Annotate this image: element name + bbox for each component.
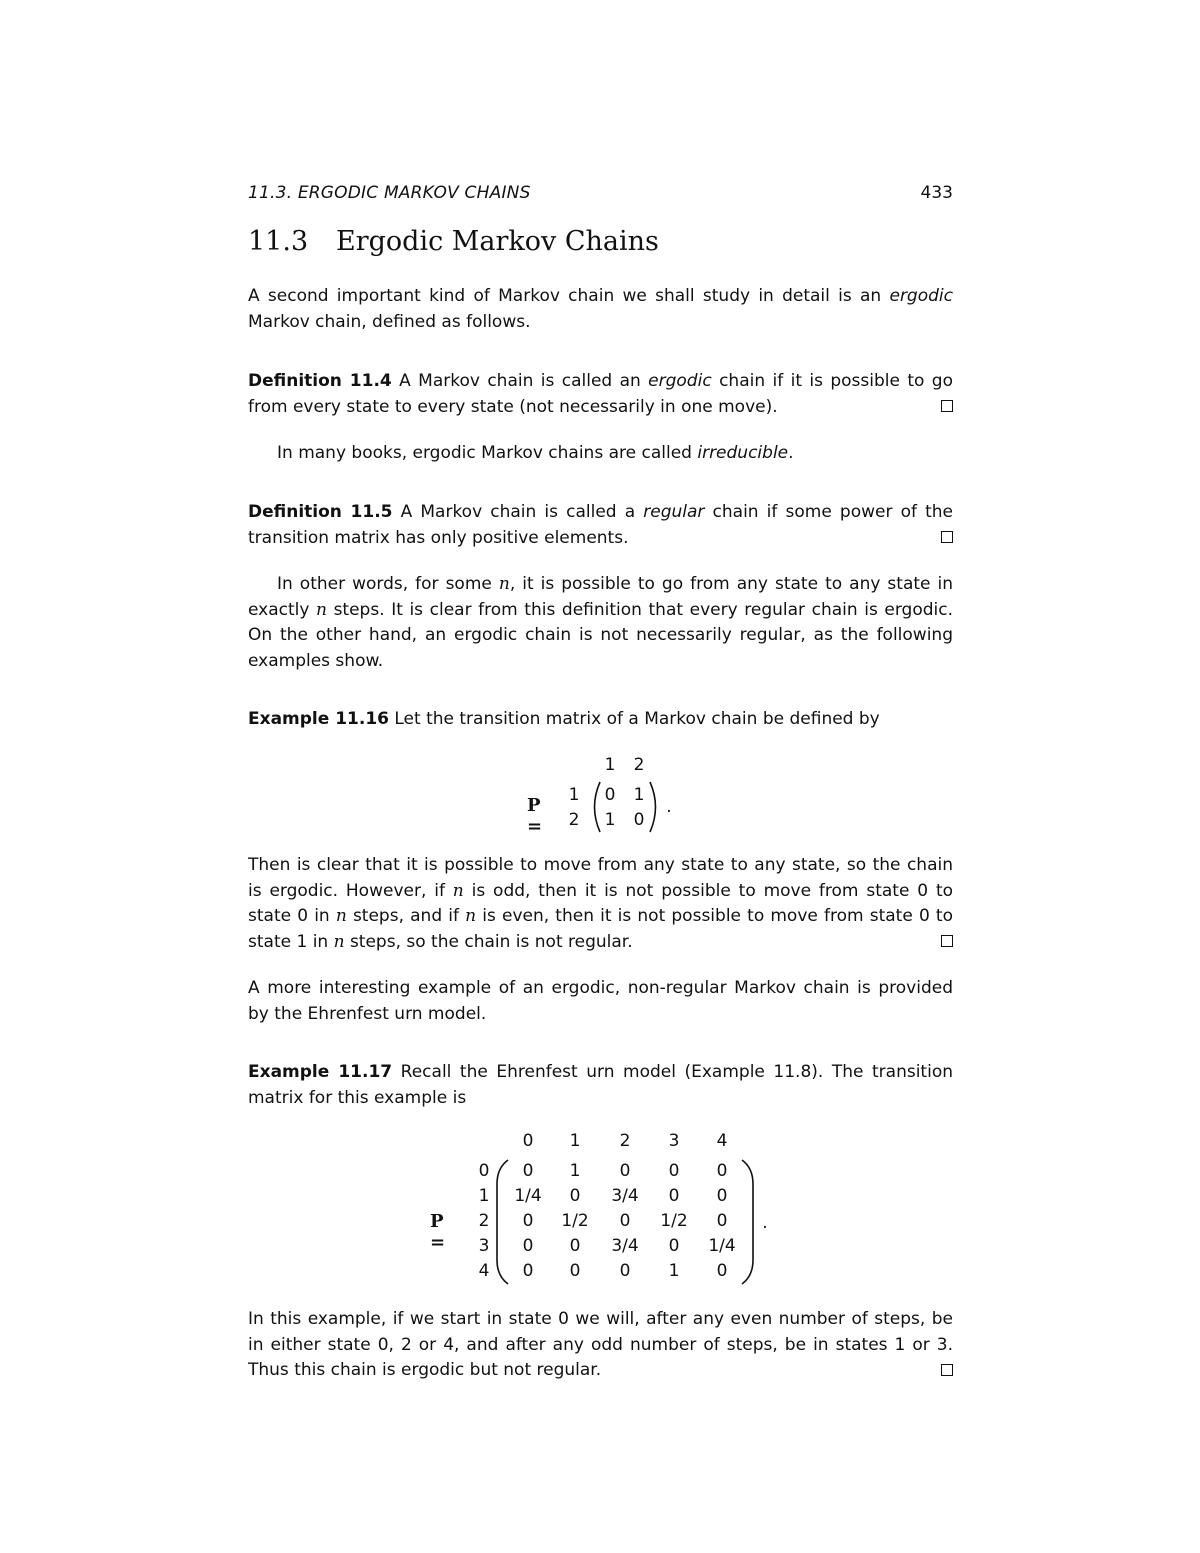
matrix-cell: 0 bbox=[522, 1261, 534, 1281]
irreducible-text: In many books, ergodic Markov chains are called bbox=[277, 443, 698, 463]
matrix-col-label: 2 bbox=[633, 755, 645, 775]
matrix-cell: 0 bbox=[716, 1161, 728, 1181]
matrix-cell: 1 bbox=[633, 785, 645, 805]
definition-text-end: chain if it is possible to go from every state to every state (not necessarily in one move). bbox=[248, 371, 953, 417]
matrix-cell: 1 bbox=[604, 810, 616, 830]
paragraph-text: , it is possible to go from any state to any state in exactly bbox=[248, 574, 953, 620]
matrix-row-label: 2 bbox=[568, 810, 580, 830]
qed-box bbox=[941, 531, 953, 543]
example-label: Example 11.16 bbox=[248, 709, 389, 729]
matrix-row-label: 3 bbox=[478, 1236, 490, 1256]
matrix-cell: 0 bbox=[668, 1161, 680, 1181]
paragraph-text: In this example, if we start in state 0 we will, after any even number of steps, be in either state 0, 2 or 4, and after any odd number of steps, be in states 1 or 3. Thus this chain is ergodic but not regular. bbox=[248, 1309, 953, 1380]
matrix-name: P = bbox=[527, 795, 543, 837]
paragraph-text: steps, and if bbox=[346, 906, 466, 926]
example-label: Example 11.17 bbox=[248, 1062, 393, 1082]
definition-emphasis: regular bbox=[643, 502, 705, 522]
definition-emphasis: ergodic bbox=[648, 371, 712, 391]
matrix-col-label: 1 bbox=[569, 1131, 581, 1151]
intro-text: A second important kind of Markov chain we shall study in detail is an bbox=[248, 286, 890, 306]
matrix-cell: 0 bbox=[522, 1161, 534, 1181]
intro-paragraph bbox=[248, 284, 953, 335]
matrix-end-period: . bbox=[666, 797, 672, 817]
matrix-cell: 0 bbox=[716, 1211, 728, 1231]
page-number: 433 bbox=[920, 183, 953, 203]
definition-11-4 bbox=[248, 369, 953, 420]
matrix-cell: 0 bbox=[619, 1261, 631, 1281]
intro-text-end: Markov chain, defined as follows. bbox=[248, 311, 531, 332]
paragraph-text: Then is clear that it is possible to move from any state to any state, so the chain is ergodic. However, if bbox=[248, 855, 953, 901]
section-title: Ergodic Markov Chains bbox=[336, 226, 659, 257]
right-paren-icon bbox=[646, 780, 662, 834]
paragraph-text: steps. It is clear from this definition that every regular chain is ergodic. On the other hand, an ergodic chain is not necessarily regular, as the following examples show. bbox=[248, 599, 954, 671]
matrix-name: P = bbox=[430, 1211, 446, 1253]
matrix-row-label: 4 bbox=[478, 1261, 490, 1281]
definition-text: A Markov chain is called an bbox=[391, 371, 649, 391]
matrix-cell: 0 bbox=[569, 1186, 581, 1206]
paragraph-text: steps, so the chain is not regular. bbox=[344, 931, 633, 952]
paragraph-text: is even, then it is not possible to move from state 0 to state 1 in bbox=[248, 906, 953, 952]
irreducible-text-end: . bbox=[788, 443, 794, 463]
matrix-col-label: 4 bbox=[716, 1131, 728, 1151]
math-variable: n bbox=[452, 880, 464, 901]
definition-text-end: chain if some power of the transition matrix has only positive elements. bbox=[248, 502, 953, 548]
math-variable: n bbox=[498, 574, 510, 594]
matrix-cell: 0 bbox=[522, 1236, 534, 1256]
section-heading bbox=[248, 226, 659, 257]
matrix-cell: 1/4 bbox=[708, 1236, 736, 1256]
irreducible-paragraph bbox=[248, 441, 953, 467]
paragraph-text: A more interesting example of an ergodic, non-regular Markov chain is provided by the Ehrenfest urn model. bbox=[248, 978, 953, 1024]
qed-box bbox=[941, 1364, 953, 1376]
other-words-paragraph bbox=[248, 572, 953, 674]
math-variable: n bbox=[465, 906, 477, 926]
matrix-cell: 3/4 bbox=[611, 1236, 639, 1256]
matrix-cell: 1 bbox=[668, 1261, 680, 1281]
matrix-col-label: 3 bbox=[668, 1131, 680, 1151]
matrix-row-label: 2 bbox=[478, 1211, 490, 1231]
paragraph-text: is odd, then it is not possible to move from state 0 to state 0 in bbox=[248, 880, 954, 926]
matrix-col-label: 0 bbox=[522, 1131, 534, 1151]
definition-text: A Markov chain is called a bbox=[392, 502, 644, 522]
math-variable: n bbox=[316, 599, 327, 620]
example-text: Let the transition matrix of a Markov chain be defined by bbox=[388, 709, 880, 729]
matrix-cell: 0 bbox=[668, 1186, 680, 1206]
matrix-end-period: . bbox=[762, 1213, 768, 1233]
matrix-col-label: 1 bbox=[604, 755, 616, 775]
matrix-cell: 0 bbox=[569, 1236, 581, 1256]
example-11-17-body bbox=[248, 1307, 953, 1384]
matrix-cell: 1/2 bbox=[561, 1211, 589, 1231]
matrix-cell: 0 bbox=[633, 810, 645, 830]
matrix-cell: 0 bbox=[716, 1261, 728, 1281]
matrix-cell: 0 bbox=[604, 785, 616, 805]
example-11-17-intro bbox=[248, 1060, 953, 1111]
qed-box bbox=[941, 935, 953, 947]
matrix-cell: 0 bbox=[619, 1161, 631, 1181]
matrix-row-label: 0 bbox=[478, 1161, 490, 1181]
matrix-cell: 0 bbox=[668, 1236, 680, 1256]
matrix-row-label: 1 bbox=[478, 1186, 490, 1206]
matrix-cell: 1 bbox=[569, 1161, 581, 1181]
matrix-col-label: 2 bbox=[619, 1131, 631, 1151]
section-number: 11.3 bbox=[248, 226, 309, 257]
matrix-cell: 0 bbox=[619, 1211, 631, 1231]
matrix-cell: 0 bbox=[569, 1261, 581, 1281]
matrix-cell: 3/4 bbox=[611, 1186, 639, 1206]
right-paren-icon bbox=[738, 1158, 758, 1286]
paragraph-text: In other words, for some bbox=[277, 574, 499, 594]
example-11-16-body bbox=[248, 853, 953, 955]
matrix-cell: 0 bbox=[522, 1211, 534, 1231]
qed-box bbox=[941, 400, 953, 412]
example-text: Recall the Ehrenfest urn model (Example 11.8). The transition matrix for this example is bbox=[248, 1062, 953, 1108]
intro-emphasis: ergodic bbox=[889, 286, 953, 306]
example-11-16-intro bbox=[248, 707, 953, 733]
math-variable: n bbox=[333, 931, 345, 952]
matrix-cell: 1/2 bbox=[660, 1211, 688, 1231]
matrix-row-label: 1 bbox=[568, 785, 580, 805]
irreducible-emphasis: irreducible bbox=[697, 443, 789, 463]
math-variable: n bbox=[335, 906, 347, 926]
matrix-cell: 1/4 bbox=[514, 1186, 542, 1206]
running-title: 11.3. ERGODIC MARKOV CHAINS bbox=[248, 183, 531, 203]
running-head bbox=[248, 183, 953, 207]
definition-label: Definition 11.4 bbox=[248, 371, 392, 391]
definition-label: Definition 11.5 bbox=[248, 502, 393, 522]
matrix-cell: 0 bbox=[716, 1186, 728, 1206]
definition-11-5 bbox=[248, 500, 953, 551]
more-interesting-paragraph bbox=[248, 976, 953, 1027]
